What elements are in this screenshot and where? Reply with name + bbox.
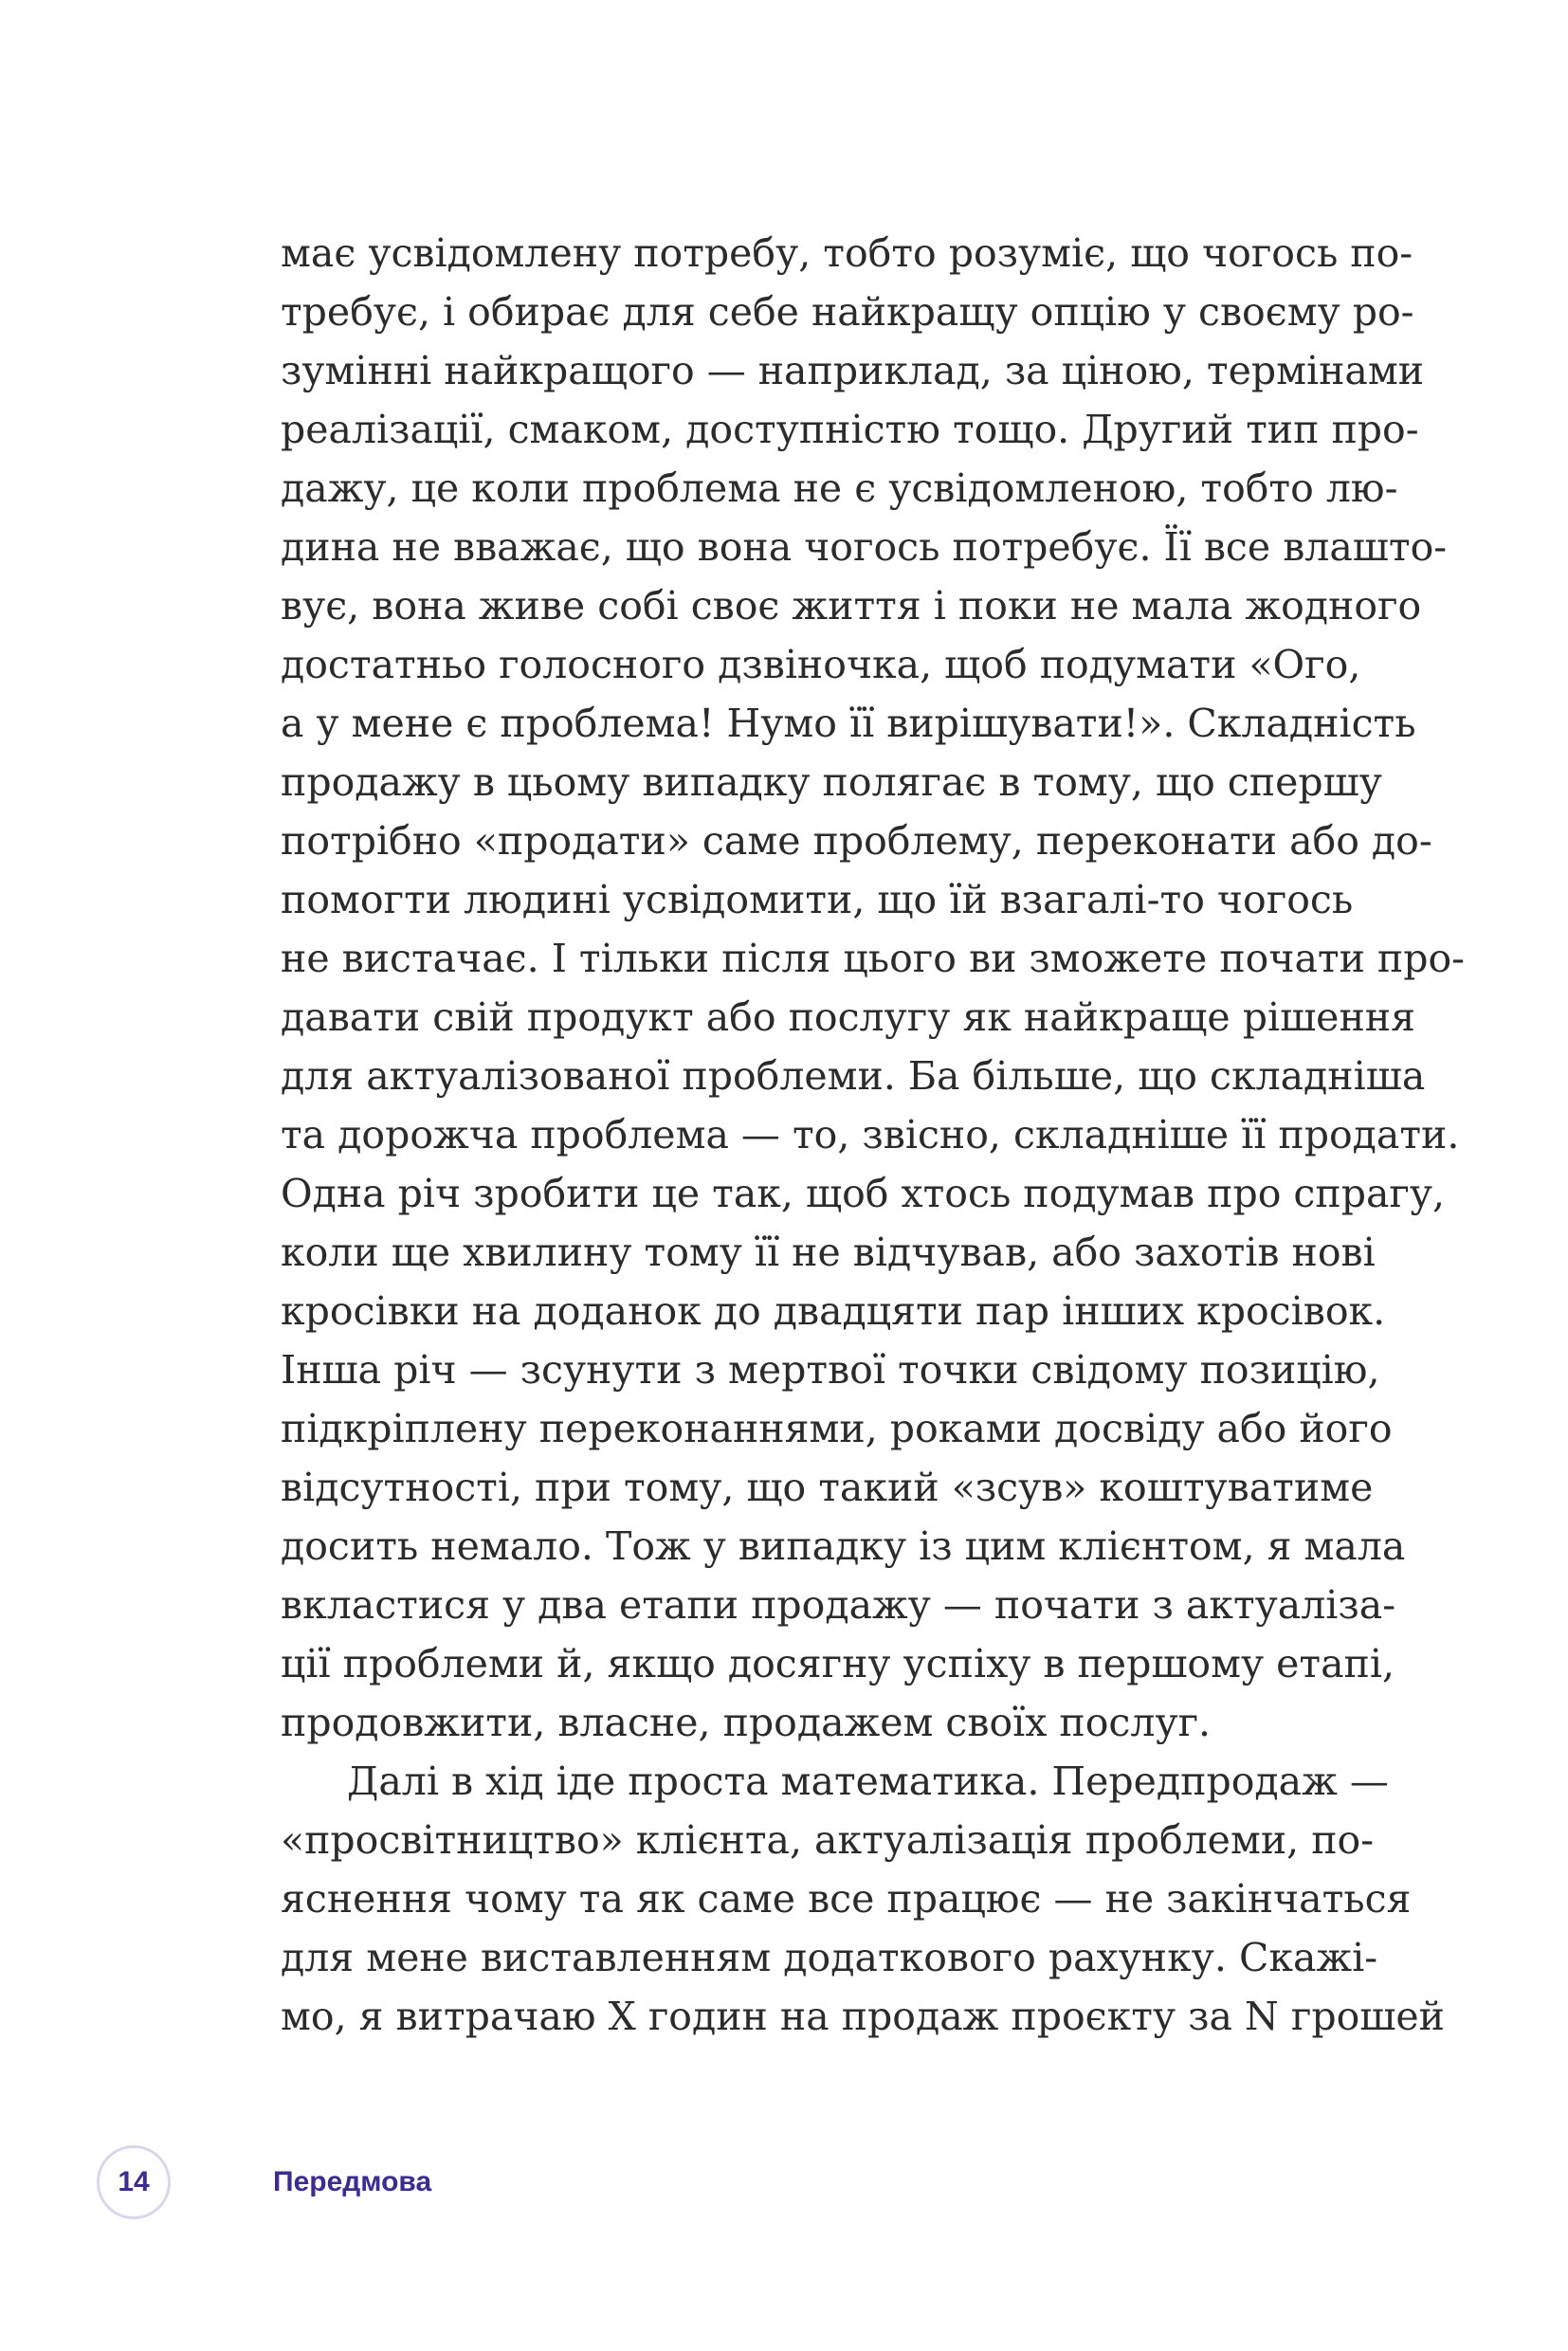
text-line: кросівки на доданок до двадцяти пар інших кросівок.	[281, 1288, 1386, 1334]
text-line: зумінні найкращого — наприклад, за ціною, термінами	[281, 348, 1425, 393]
text-line: Одна річ зробити це так, щоб хтось подумав про спрагу,	[281, 1171, 1446, 1216]
text-line: для мене виставленням додаткового рахунку. Скажі-	[281, 1935, 1378, 1980]
text-line: потрібно «продати» саме проблему, переконати або до-	[281, 818, 1432, 864]
page-footer	[97, 2144, 431, 2220]
text-line: яснення чому та як саме все працює — не закінчаться	[281, 1876, 1412, 1922]
text-line: відсутності, при тому, що такий «зсув» коштуватиме	[281, 1465, 1374, 1510]
text-line: достатньо голосного дзвіночка, щоб подумати «Ого,	[281, 642, 1361, 687]
text-line: Інша річ — зсунути з мертвої точки свідому позицію,	[281, 1347, 1380, 1393]
text-line: помогти людині усвідомити, що їй взагалі-то чогось	[281, 877, 1354, 922]
page-number: 14	[97, 2145, 171, 2219]
text-line: коли ще хвилину тому її не відчував, або захотів нові	[281, 1230, 1376, 1275]
text-line: вує, вона живе собі своє життя і поки не мала жодного	[281, 583, 1422, 629]
text-line: реалізації, смаком, доступністю тощо. Другий тип про-	[281, 407, 1419, 452]
text-line: досить немало. Тож у випадку із цим клієнтом, я мала	[281, 1523, 1406, 1569]
text-line: требує, і обирає для себе найкращу опцію у своєму ро-	[281, 289, 1414, 335]
text-line: давати свій продукт або послугу як найкраще рішення	[281, 994, 1415, 1040]
text-line: вкластися у два етапи продажу — почати з актуаліза-	[281, 1582, 1396, 1628]
text-line: «просвітництво» клієнта, актуалізація проблеми, по-	[281, 1817, 1375, 1863]
text-line: не вистачає. І тільки після цього ви зможете почати про-	[281, 936, 1466, 981]
text-line: та дорожча проблема — то, звісно, складніше її продати.	[281, 1112, 1460, 1157]
text-line: Далі в хід іде проста математика. Передпродаж —	[347, 1759, 1389, 1804]
body-text	[281, 224, 1466, 2046]
text-line: мо, я витрачаю X годин на продаж проєкту за N грошей	[281, 1994, 1445, 2039]
section-title: Передмова	[273, 2166, 432, 2197]
text-line: дина не вважає, що вона чогось потребує. Її все влашто-	[281, 524, 1448, 570]
text-line: для актуалізованої проблеми. Ба більше, що складніша	[281, 1053, 1426, 1099]
text-line: а у мене є проблема! Нумо її вирішувати!». Складність	[281, 701, 1416, 746]
text-line: продажу в цьому випадку полягає в тому, що спершу	[281, 759, 1382, 805]
text-line: дажу, це коли проблема не є усвідомленою, тобто лю-	[281, 465, 1398, 511]
text-line: має усвідомлену потребу, тобто розуміє, що чогось по-	[281, 230, 1413, 276]
text-line: ції проблеми й, якщо досягну успіху в першому етапі,	[281, 1641, 1395, 1686]
text-line: підкріплену переконаннями, роками досвіду або його	[281, 1406, 1393, 1451]
text-line: продовжити, власне, продажем своїх послуг.	[281, 1700, 1212, 1745]
